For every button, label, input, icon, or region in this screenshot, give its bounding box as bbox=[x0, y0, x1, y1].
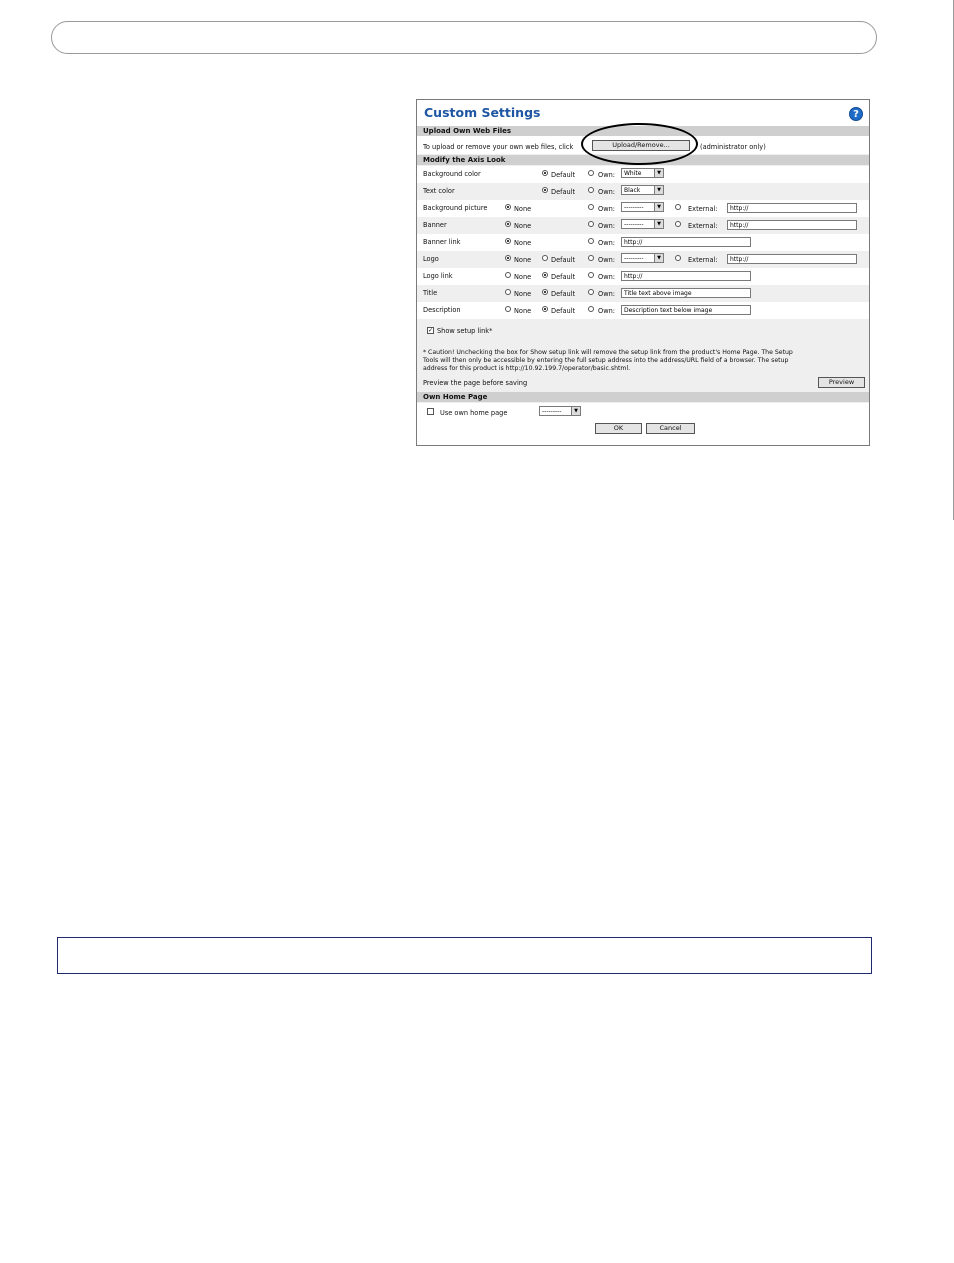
chevron-down-icon: ▼ bbox=[654, 220, 663, 228]
none-radio[interactable] bbox=[505, 255, 511, 261]
own-label: Own: bbox=[598, 290, 615, 298]
row-logo-link bbox=[417, 268, 869, 285]
home-page-select[interactable] bbox=[539, 406, 581, 416]
row-logo bbox=[417, 251, 869, 268]
own-link-input[interactable]: http:// bbox=[621, 271, 751, 281]
default-label: Default bbox=[551, 171, 576, 179]
none-radio[interactable] bbox=[505, 221, 511, 227]
own-radio[interactable] bbox=[588, 289, 594, 295]
own-file-select[interactable] bbox=[621, 202, 664, 212]
row-background-picture bbox=[417, 200, 869, 217]
default-radio[interactable] bbox=[542, 187, 548, 193]
caution-line-1: * Caution! Unchecking the box for Show setup link will remove the setup link from the product's Home Page. The Setup bbox=[423, 349, 793, 356]
select-value: --------- bbox=[542, 408, 562, 415]
external-label: External: bbox=[688, 222, 718, 230]
chevron-down-icon: ▼ bbox=[571, 407, 580, 415]
own-label: Own: bbox=[598, 307, 615, 315]
row-banner-link bbox=[417, 234, 869, 251]
row-text-color bbox=[417, 183, 869, 200]
external-url-input[interactable]: http:// bbox=[727, 220, 857, 230]
default-label: Default bbox=[551, 307, 576, 315]
own-radio[interactable] bbox=[588, 204, 594, 210]
external-url-input[interactable]: http:// bbox=[727, 203, 857, 213]
default-radio[interactable] bbox=[542, 289, 548, 295]
select-value: White bbox=[624, 170, 642, 177]
own-color-select[interactable] bbox=[621, 185, 664, 195]
custom-settings-panel bbox=[416, 99, 870, 446]
row-label: Logo bbox=[423, 255, 439, 263]
select-value: --------- bbox=[624, 255, 644, 262]
default-label: Default bbox=[551, 273, 576, 281]
chevron-down-icon: ▼ bbox=[654, 169, 663, 177]
own-radio[interactable] bbox=[588, 272, 594, 278]
own-link-input[interactable]: http:// bbox=[621, 237, 751, 247]
own-label: Own: bbox=[598, 188, 615, 196]
home-section-body bbox=[417, 403, 869, 445]
upload-remove-button[interactable]: Upload/Remove... bbox=[592, 140, 690, 151]
panel-title-bar bbox=[417, 100, 869, 126]
chevron-down-icon: ▼ bbox=[654, 203, 663, 211]
use-own-home-checkbox[interactable] bbox=[427, 408, 434, 415]
own-radio[interactable] bbox=[588, 255, 594, 261]
own-radio[interactable] bbox=[588, 187, 594, 193]
own-file-select[interactable] bbox=[621, 253, 664, 263]
row-banner bbox=[417, 217, 869, 234]
own-radio[interactable] bbox=[588, 306, 594, 312]
none-radio[interactable] bbox=[505, 272, 511, 278]
none-label: None bbox=[514, 307, 532, 315]
caution-line-2: Tools will then only be accessible by entering the full setup address into the address/URL field of a browser. The setup bbox=[423, 357, 789, 364]
own-label: Own: bbox=[598, 222, 615, 230]
own-label: Own: bbox=[598, 205, 615, 213]
row-label: Banner link bbox=[423, 238, 461, 246]
cancel-button[interactable]: Cancel bbox=[646, 423, 695, 434]
select-value: --------- bbox=[624, 221, 644, 228]
preview-button[interactable]: Preview bbox=[818, 377, 865, 388]
chevron-down-icon: ▼ bbox=[654, 186, 663, 194]
own-color-select[interactable] bbox=[621, 168, 664, 178]
own-label: Own: bbox=[598, 239, 615, 247]
none-radio[interactable] bbox=[505, 238, 511, 244]
ok-button[interactable]: OK bbox=[595, 423, 642, 434]
default-radio[interactable] bbox=[542, 272, 548, 278]
modify-section-header: Modify the Axis Look bbox=[417, 155, 869, 165]
own-radio[interactable] bbox=[588, 221, 594, 227]
external-radio[interactable] bbox=[675, 204, 681, 210]
own-file-select[interactable] bbox=[621, 219, 664, 229]
none-radio[interactable] bbox=[505, 204, 511, 210]
upload-instruction: To upload or remove your own web files, click bbox=[423, 143, 574, 151]
row-background-color bbox=[417, 166, 869, 183]
show-setup-link-checkbox[interactable]: ✓ bbox=[428, 327, 434, 334]
none-label: None bbox=[514, 222, 532, 230]
use-own-home-label: Use own home page bbox=[440, 409, 508, 417]
own-label: Own: bbox=[598, 273, 615, 281]
upload-section-header: Upload Own Web Files bbox=[417, 126, 869, 136]
row-label: Description bbox=[423, 306, 461, 314]
external-label: External: bbox=[688, 205, 718, 213]
default-label: Default bbox=[551, 188, 576, 196]
preview-text: Preview the page before saving bbox=[423, 379, 528, 387]
show-setup-link-label: Show setup link* bbox=[437, 327, 493, 335]
upload-row bbox=[417, 136, 869, 154]
own-radio[interactable] bbox=[588, 170, 594, 176]
upload-admin-note: (administrator only) bbox=[700, 143, 766, 151]
external-radio[interactable] bbox=[675, 255, 681, 261]
home-section-header: Own Home Page bbox=[417, 392, 869, 402]
page-header-bar bbox=[51, 21, 877, 54]
none-label: None bbox=[514, 205, 532, 213]
external-label: External: bbox=[688, 256, 718, 264]
own-radio[interactable] bbox=[588, 238, 594, 244]
none-label: None bbox=[514, 273, 532, 281]
external-url-input[interactable]: http:// bbox=[727, 254, 857, 264]
own-label: Own: bbox=[598, 171, 615, 179]
row-label: Text color bbox=[423, 187, 455, 195]
own-label: Own: bbox=[598, 256, 615, 264]
row-label: Background picture bbox=[423, 204, 488, 212]
default-radio[interactable] bbox=[542, 255, 548, 261]
external-radio[interactable] bbox=[675, 221, 681, 227]
own-title-input[interactable]: Title text above image bbox=[621, 288, 751, 298]
default-label: Default bbox=[551, 256, 576, 264]
default-radio[interactable] bbox=[542, 306, 548, 312]
select-value: Black bbox=[624, 187, 641, 194]
none-label: None bbox=[514, 290, 532, 298]
note-box bbox=[57, 937, 872, 974]
row-label: Title bbox=[423, 289, 438, 297]
row-description bbox=[417, 302, 869, 319]
panel-title: Custom Settings bbox=[424, 105, 541, 120]
help-icon[interactable]: ? bbox=[849, 107, 863, 121]
row-title bbox=[417, 285, 869, 302]
row-label: Logo link bbox=[423, 272, 453, 280]
none-label: None bbox=[514, 256, 532, 264]
select-value: --------- bbox=[624, 204, 644, 211]
none-radio[interactable] bbox=[505, 289, 511, 295]
default-radio[interactable] bbox=[542, 170, 548, 176]
none-label: None bbox=[514, 239, 532, 247]
none-radio[interactable] bbox=[505, 306, 511, 312]
row-label: Background color bbox=[423, 170, 481, 178]
chevron-down-icon: ▼ bbox=[654, 254, 663, 262]
row-label: Banner bbox=[423, 221, 447, 229]
own-description-input[interactable]: Description text below image bbox=[621, 305, 751, 315]
caution-line-3: address for this product is http://10.92.199.7/operator/basic.shtml. bbox=[423, 365, 631, 372]
default-label: Default bbox=[551, 290, 576, 298]
